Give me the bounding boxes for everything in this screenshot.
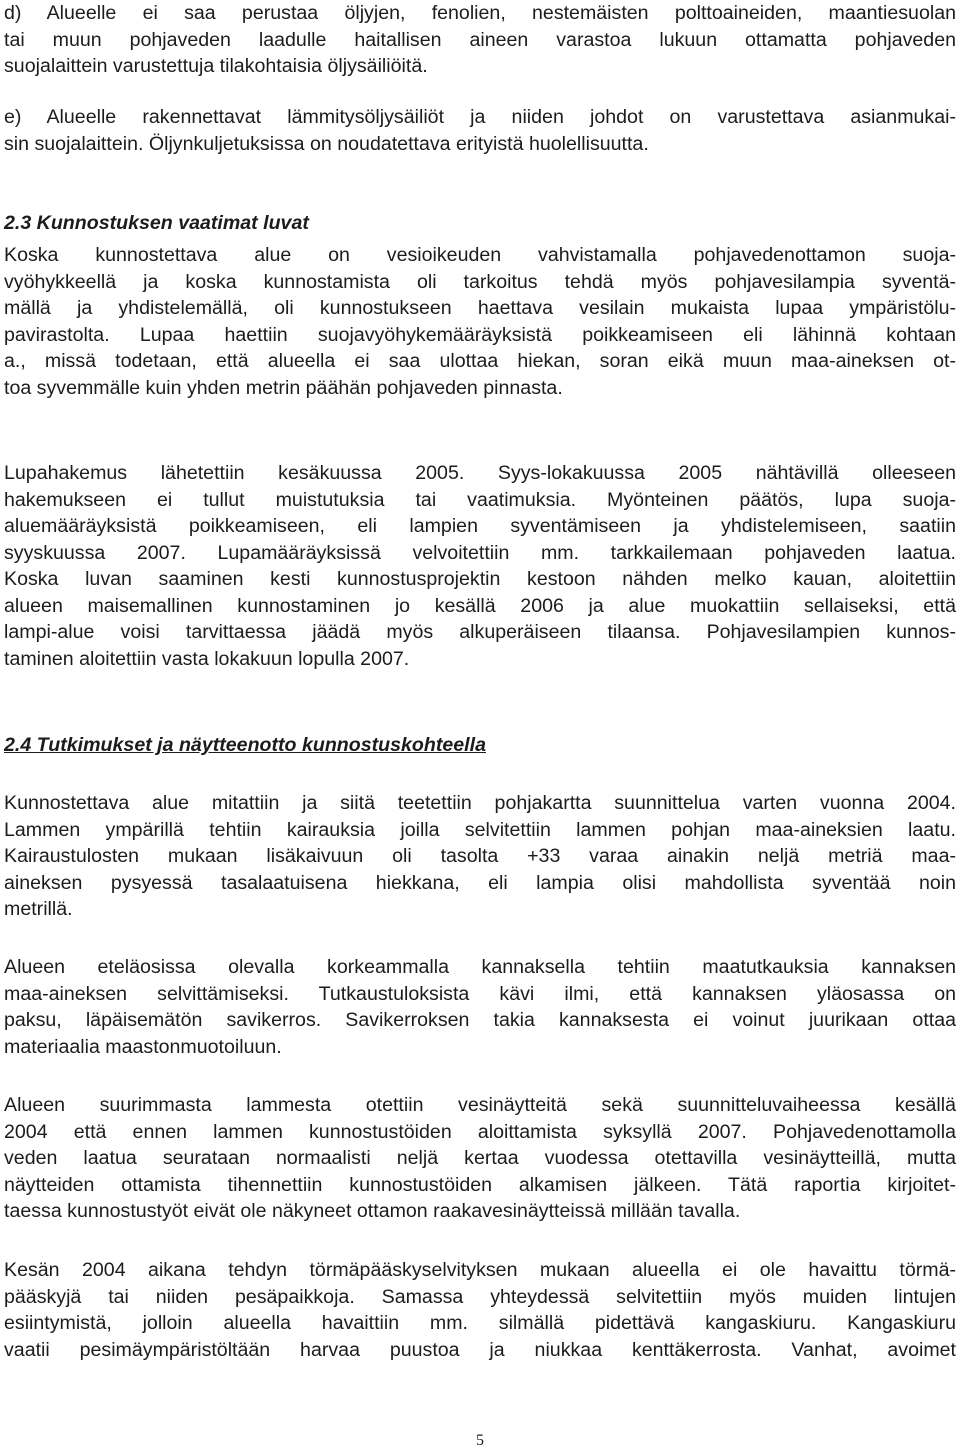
text-line: pääskyjä tai niiden pesäpaikkoja. Samassa yhteydessä selvitettiin myös muiden lintujen (4, 1285, 956, 1308)
text-line: Alueen eteläosissa olevalla korkeammalla kannaksella tehtiin maatutkauksia kannaksen (4, 956, 956, 978)
text-line: hakemukseen ei tullut muistutuksia tai vaatimuksia. Myönteinen päätös, lupa suoja- (4, 488, 956, 511)
text-line: toa syvemmälle kuin yhden metrin päähän pohjaveden pinnasta. (4, 376, 563, 399)
paragraph (4, 954, 956, 1060)
text-line: syyskuussa 2007. Lupamääräyksissä velvoitettiin mm. tarkkailemaan pohjaveden laatua. (4, 541, 956, 564)
text-line: aineksen pysyessä tasalaatuisena hiekkana, eli lampia olisi mahdollista syventää noin (4, 871, 956, 894)
text-line: d) Alueelle ei saa perustaa öljyjen, fenolien, nestemäisten polttoaineiden, maantiesuolan (4, 2, 956, 24)
paragraph (4, 242, 956, 401)
text-line: vaatii pesimäympäristöltään harvaa puustoa ja niukkaa kenttäkerrosta. Vanhat, avoimet (4, 1338, 956, 1361)
text-line: alueen maisemallinen kunnostaminen jo kesällä 2006 ja alue muokattiin sellaiseksi, että (4, 594, 956, 617)
text-line: taminen aloitettiin vasta lokakuun lopulla 2007. (4, 647, 410, 670)
page-number: 5 (476, 1432, 484, 1449)
text-line: lampi-alue voisi tarvittaessa jäädä myös alkuperäiseen tilaansa. Pohjavesilampien kunnos- (4, 621, 956, 643)
section-heading-2-4: 2.4 Tutkimukset ja näytteenotto kunnostuskohteella (4, 734, 486, 756)
text-line: Lammen ympärillä tehtiin kairauksia joilla selvitettiin lammen pohjan maa-aineksien laatu. (4, 818, 956, 841)
text-line: mällä ja yhdistelemällä, oli kunnostukseen haettava vesilain mukaista lupaa ympäristölu- (4, 297, 956, 319)
text-line: suojalaittein varustettuja tilakohtaisia öljysäiliöitä. (4, 55, 428, 77)
text-line: vyöhykkeellä ja koska kunnostamista oli tarkoitus tehdä myös pohjavesilampia syventä- (4, 270, 956, 293)
text-line: Lupahakemus lähetettiin kesäkuussa 2005. Syys-lokakuussa 2005 nähtävillä olleeseen (4, 462, 956, 484)
text-line: materiaalia maastonmuotoiluun. (4, 1035, 282, 1058)
text-line: a., missä todetaan, että alueella ei saa ulottaa hiekan, soran eikä muun maa-aineksen ot- (4, 350, 956, 372)
text-line: tai muun pohjaveden laadulle haitallisen aineen varastoa lukuun ottamatta pohjaveden (4, 28, 956, 51)
list-item-e (4, 104, 956, 157)
paragraph (4, 1092, 956, 1225)
text-line: Alueen suurimmasta lammesta otettiin vesinäytteitä sekä suunnitteluvaiheessa kesällä (4, 1094, 956, 1116)
paragraph (4, 1257, 956, 1363)
text-line: Kunnostettava alue mitattiin ja siitä teetettiin pohjakartta suunnittelua varten vuonna 2004. (4, 792, 956, 814)
text-line: Kesän 2004 aikana tehdyn törmäpääskyselvityksen mukaan alueella ei ole havaittu törmä- (4, 1259, 956, 1281)
text-line: metrillä. (4, 898, 73, 920)
text-line: esiintymistä, jolloin alueella havaittiin mm. silmällä pidettävä kangaskiuru. Kangaskiuru (4, 1312, 956, 1334)
section-heading-2-3: 2.3 Kunnostuksen vaatimat luvat (4, 212, 309, 234)
text-line: maa-aineksen selvittämiseksi. Tutkaustuloksista kävi ilmi, että kannaksen yläosassa on (4, 982, 956, 1005)
text-line: Koska kunnostettava alue on vesioikeuden vahvistamalla pohjavedenottamon suoja- (4, 244, 956, 266)
text-line: pavirastolta. Lupaa haettiin suojavyöhykemääräyksistä poikkeamiseen eli lähinnä kohtaan (4, 323, 956, 346)
list-item-d (4, 0, 956, 80)
text-line: taessa kunnostustyöt eivät ole näkyneet ottamon raakavesinäytteissä millään tavalla. (4, 1200, 741, 1222)
text-line: 2004 että ennen lammen kunnostustöiden aloittamista syksyllä 2007. Pohjavedenottamolla (4, 1120, 956, 1143)
text-line: e) Alueelle rakennettavat lämmitysöljysäiliöt ja niiden johdot on varustettava asianmukai- (4, 106, 956, 128)
text-line: sin suojalaittein. Öljynkuljetuksissa on noudatettava erityistä huolellisuutta. (4, 132, 649, 155)
text-line: näytteiden ottamista tihennettiin kunnostustöiden alkamisen jälkeen. Tätä raportia kirjoitet- (4, 1173, 956, 1196)
text-line: aluemääräyksistä poikkeamiseen, eli lampien syventämiseen ja yhdistelemiseen, saatiin (4, 515, 956, 537)
text-line: paksu, läpäisemätön savikerros. Savikerroksen takia kannaksesta ei voinut juurikaan ottaa (4, 1009, 956, 1031)
text-line: Kairaustulosten mukaan lisäkaivuun oli tasolta +33 varaa ainakin neljä metriä maa- (4, 845, 956, 867)
paragraph (4, 790, 956, 923)
text-line: veden laatua seurataan normaalisti neljä kertaa vuodessa otettavilla vesinäytteillä, mutta (4, 1147, 956, 1169)
text-line: Koska luvan saaminen kesti kunnostusprojektin kestoon nähden melko kauan, aloitettiin (4, 568, 956, 590)
paragraph (4, 460, 956, 672)
